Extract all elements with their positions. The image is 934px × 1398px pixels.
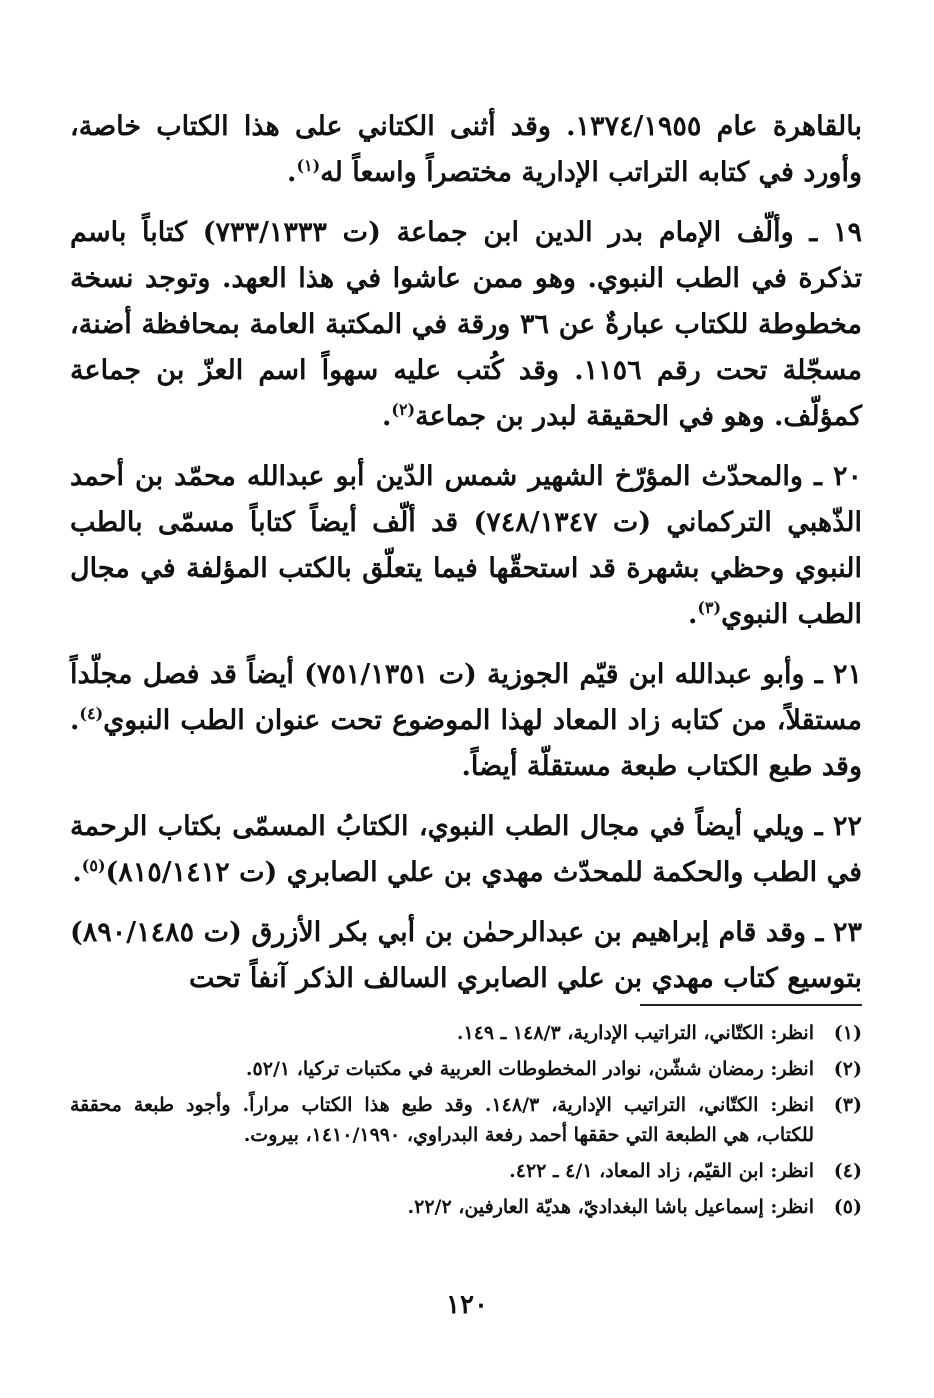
paragraph	[70, 104, 862, 196]
footnote-text: انظر: ابن القيّم، زاد المعاد، ٤/١ ـ ٤٢٢.	[509, 1160, 814, 1182]
footnote-ref[interactable]: (٣)	[697, 598, 722, 617]
paragraph	[70, 454, 862, 638]
paragraph-text: ٢٣ ـ وقد قام إبراهيم بن عبدالرحمٰن بن أبي بكر الأزرق (ت ٨٩٠/١٤٨٥) بتوسيع كتاب مهدي بن علي الصابري السالف الذكر آنفاً تحت	[70, 917, 862, 994]
paragraph	[70, 210, 862, 440]
paragraph-text: بالقاهرة عام ١٣٧٤/١٩٥٥. وقد أثنى الكتاني على هذا الكتاب خاصة، وأورد في كتابه التراتب الإدارية مختصراً واسعاً له	[70, 111, 862, 188]
paragraph-text: ٢١ ـ وأبو عبدالله ابن قيّم الجوزية (ت ٧٥١/١٣٥١) أيضاً قد فصل مجلّداً مستقلاً، من كتابه زاد المعاد لهذا الموضوع تحت عنوان الطب النبوي	[70, 659, 862, 736]
footnote-ref[interactable]: (١)	[296, 156, 321, 175]
paragraph-tail: . وقد طبع الكتاب طبعة مستقلّة أيضاً.	[70, 705, 862, 782]
main-text	[70, 104, 862, 1016]
footnote-item	[70, 1090, 862, 1150]
footnote-number: (٤)	[833, 1160, 862, 1182]
footnote-divider	[640, 1004, 862, 1006]
footnote-text: انظر: الكتّاني، التراتيب الإدارية، ١٤٨/٣. وقد طبع هذا الكتاب مراراً. وأجود طبعة محققة للكتاب، هي الطبعة التي حققها أحمد رفعة البدراوي، ١٤١٠/١٩٩٠، بيروت.	[70, 1094, 815, 1146]
footnote-ref[interactable]: (٢)	[391, 400, 416, 419]
footnote-item	[70, 1156, 862, 1186]
paragraph-tail: .	[72, 857, 82, 888]
footnote-item	[70, 1054, 862, 1084]
footnote-text: انظر: رمضان ششّن، نوادر المخطوطات العربية في مكتبات تركيا، ٥٢/١.	[245, 1058, 814, 1080]
footnotes	[70, 1018, 862, 1228]
footnote-text: انظر: الكتّاني، التراتيب الإدارية، ١٤٨/٣ ـ ١٤٩.	[456, 1022, 814, 1044]
footnote-number: (١)	[833, 1022, 862, 1044]
footnote-text: انظر: إسماعيل باشا البغداديّ، هديّة العارفين، ٢٢/٢.	[407, 1196, 814, 1218]
paragraph-tail: .	[381, 401, 392, 432]
footnote-ref[interactable]: (٤)	[79, 704, 104, 723]
paragraph-tail: .	[287, 157, 297, 188]
footnote-number: (٢)	[833, 1058, 862, 1080]
page-number: ١٢٠	[446, 1290, 488, 1320]
footnote-number: (٣)	[833, 1094, 862, 1116]
footnote-item	[70, 1018, 862, 1048]
footnote-number: (٥)	[833, 1196, 862, 1218]
paragraph	[70, 804, 862, 896]
footnote-item	[70, 1192, 862, 1222]
paragraph	[70, 652, 862, 790]
paragraph-text: ٢٠ ـ والمحدّث المؤرّخ الشهير شمس الدّين أبو عبدالله محمّد بن أحمد الذّهبي التركماني (ت ٧٤٨/١٣٤٧) قد ألّف أيضاً كتاباً مسمّى بالطب النبوي وحظي بشهرة قد استحقّها فيما يتعلّق بالكتب المؤلفة في مجال الطب النبوي	[70, 461, 862, 630]
paragraph-text: ٢٢ ـ ويلي أيضاً في مجال الطب النبوي، الكتابُ المسمّى بكتاب الرحمة في الطب والحكمة للمحدّث مهدي بن علي الصابري (ت ٨١٥/١٤١٢)	[70, 811, 862, 888]
paragraph-tail: .	[687, 599, 698, 630]
paragraph	[70, 910, 862, 1002]
paragraph-text: ١٩ ـ وألّف الإمام بدر الدين ابن جماعة (ت ٧٣٣/١٣٣٣) كتاباً باسم تذكرة في الطب النبوي. وهو ممن عاشوا في هذا العهد. وتوجد نسخة مخطوطة للكتاب عبارةٌ عن ٣٦ ورقة في المكتبة العامة بمحافظة أضنة، مسجّلة تحت رقم ١١٥٦. وقد كُتب عليه سهواً اسم العزّ بن جماعة كمؤلّف. وهو في الحقيقة لبدر بن جماعة	[70, 217, 862, 432]
footnote-ref[interactable]: (٥)	[81, 856, 106, 875]
